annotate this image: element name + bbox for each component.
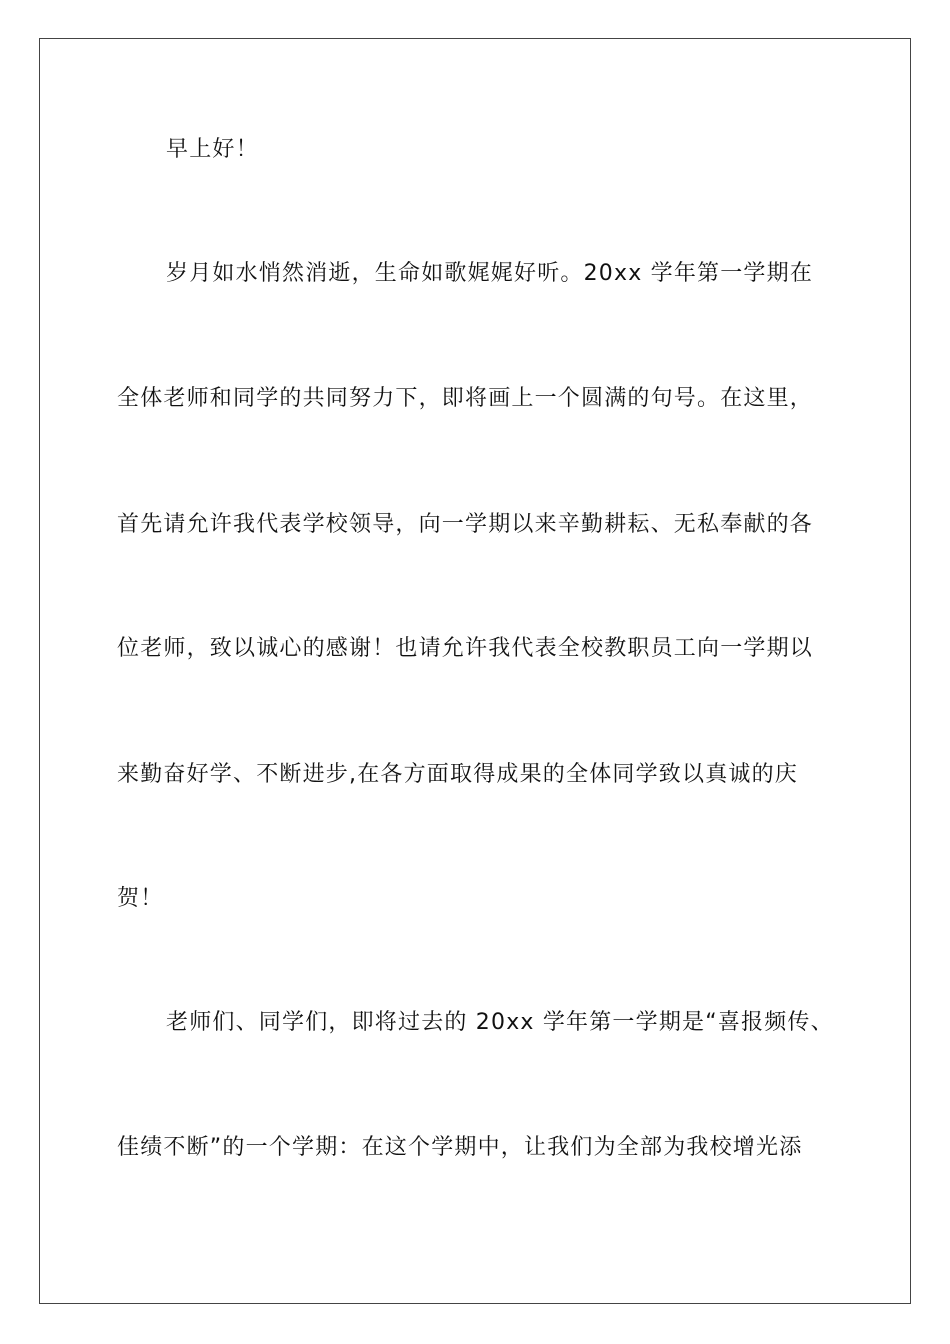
greeting-line: 早上好！ (166, 137, 259, 162)
paragraph-1-line-3: 首先请允许我代表学校领导，向一学期以来辛勤耕耘、无私奉献的各 (117, 512, 814, 537)
paragraph-1-line-2: 全体老师和同学的共同努力下，即将画上一个圆满的句号。在这里， (117, 386, 814, 411)
paragraph-2-line-2: 佳绩不断”的一个学期：在这个学期中，让我们为全部为我校增光添 (117, 1135, 803, 1160)
page-border (39, 38, 911, 1304)
paragraph-2-line-1: 老师们、同学们，即将过去的 20xx 学年第一学期是“喜报频传、 (166, 1010, 834, 1035)
paragraph-1-line-6: 贺！ (117, 886, 164, 911)
paragraph-1-line-5: 来勤奋好学、不断进步,在各方面取得成果的全体同学致以真诚的庆 (117, 762, 798, 787)
paragraph-1-line-1: 岁月如水悄然消逝，生命如歌娓娓好听。20xx 学年第一学期在 (166, 261, 814, 286)
paragraph-1-line-4: 位老师，致以诚心的感谢！也请允许我代表全校教职员工向一学期以 (117, 636, 814, 661)
